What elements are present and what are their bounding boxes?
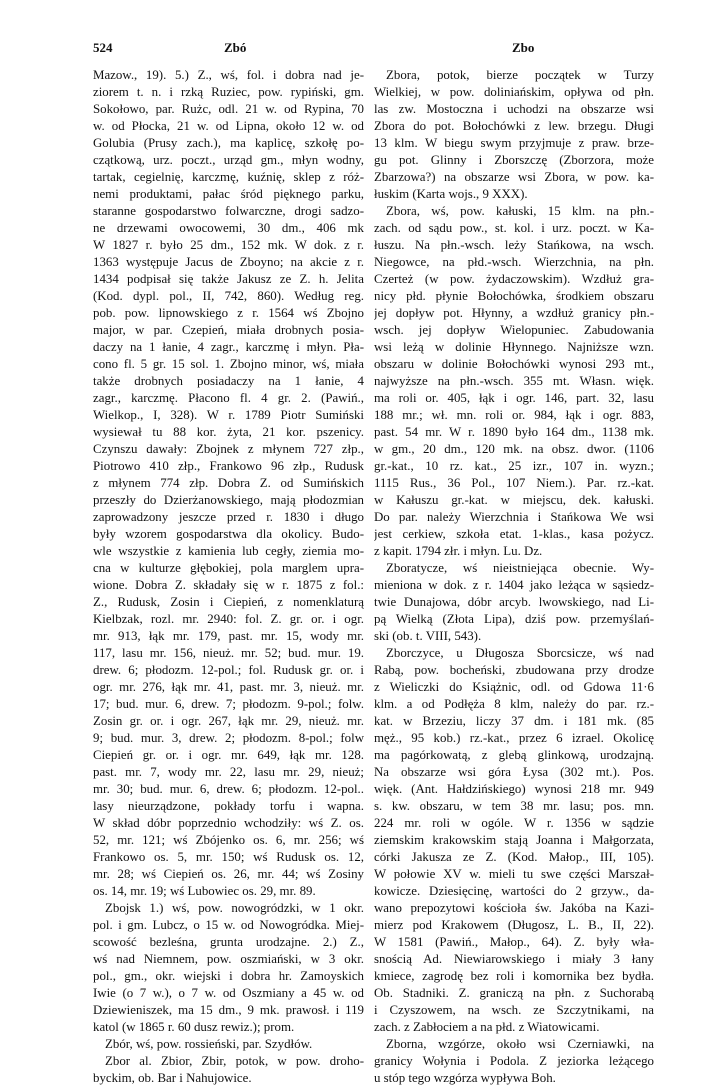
- text-line: Golubia (Prusy zach.), ma kaplicę, szkołę po-: [93, 136, 364, 150]
- text-line: Zbora, potok, bierze początek w Turzy: [386, 68, 654, 82]
- text-line: gr.-kat., 10 rz. kat., 25 izr., 107 in. wyzn.;: [374, 459, 654, 473]
- text-line: Dziewieniszek, ma 15 dm., 9 mk. prawosł. i 119: [93, 1003, 364, 1017]
- text-line: 224 mr. roli w ogóle. W r. 1356 w sądzie: [374, 816, 654, 830]
- text-line: Na obszarze wsi góra Łysa (302 mt.). Pos.: [374, 765, 654, 779]
- running-head-right: Zbo: [512, 40, 535, 55]
- right-text-column: [374, 67, 654, 1087]
- text-line: wś nad Niemnem, pow. oszmiański, w 3 okr.: [93, 952, 364, 966]
- text-line: kat. w Brzeziu, liczy 37 dm. i 181 mk. (85: [374, 714, 654, 728]
- text-line: 52, mr. 121; wś Zbójenko os. 6, mr. 256; wś: [93, 833, 364, 847]
- text-line: Sokołowo, par. Rużc, odl. 21 w. od Rypina, 70: [93, 102, 364, 116]
- text-line: 13 klm. W biegu swym przyjmuje z praw. brze-: [374, 136, 654, 150]
- text-line: Iwie (o 7 w.), o 7 w. od Oszmiany a 45 w. od: [93, 986, 364, 1000]
- text-line: pob. pow. lipnowskiego z r. 1564 wś Zbojno: [93, 306, 364, 320]
- text-line: Zbór, wś, pow. rossieński, par. Szydłów.: [105, 1037, 313, 1051]
- text-line: Niegowce, na płd.-wsch. Wierzchnia, na płn.: [374, 255, 654, 269]
- text-line: zagr., karczmę. Płacono fl. 4 gr. 2. (Pawiń.,: [93, 391, 364, 405]
- text-line: z młynem 774 złp. Dobra Z. od Sumińskich: [93, 476, 364, 490]
- text-line: Wielkop., I, 328). W r. 1789 Piotr Sumiński: [93, 408, 364, 422]
- text-line: Zbor al. Zbior, Zbir, potok, w pow. droho-: [105, 1054, 364, 1068]
- text-line: Zbojsk 1.) wś, pow. nowogródzki, w 1 okr.: [105, 901, 364, 915]
- text-line: drew. 6; płodozm. 12-pol.; fol. Rudusk gr. or. i: [93, 663, 364, 677]
- text-line: 9; bud. mur. 3, drew. 2; płodozm. 8-pol.; folw: [93, 731, 364, 745]
- text-line: pą Wielką (Złota Lipa), dziś pow. przemyślań-: [374, 612, 654, 626]
- text-line: pol. i gm. Lubcz, o 15 w. od Nowogródka. Miej-: [93, 918, 364, 932]
- text-line: 117, lasu mr. 156, nieuż. mr. 52; bud. mur. 19.: [93, 646, 364, 660]
- text-line: Piotrowo 410 złp., Frankowo 96 złp., Rudusk: [93, 459, 364, 473]
- text-line: Wielkiej, w pow. doliniańskim, opływa od płn.: [374, 85, 654, 99]
- text-line: gu pot. Glinny i Zborszczę (Zborzora, może: [374, 153, 654, 167]
- text-line: W 1827 r. było 25 dm., 152 mk. W dok. z r.: [93, 238, 364, 252]
- text-line: i Czyszowem, na wsch. ze Szczytnikami, na: [374, 1003, 654, 1017]
- text-line: granicy Wołynia i Podola. Z jeziorka leżącego: [374, 1054, 654, 1068]
- text-line: twie Dunajowa, dóbr arcyb. lwowskiego, nad Li-: [374, 595, 654, 609]
- text-line: (Kod. dypl. pol., II, 742, 860). Według reg.: [93, 289, 364, 303]
- text-line: Zosin gr. or. i ogr. 267, łąk mr. 29, nieuż. mr.: [93, 714, 364, 728]
- text-line: las zw. Mostoczna i uchodzi na obszarze wsi: [374, 102, 654, 116]
- text-line: Czerteż (w pow. żydaczowskim). Wzdłuż gra-: [374, 272, 654, 286]
- text-line: mr. 913, łąk mr. 179, past. mr. 15, wody mr.: [93, 629, 364, 643]
- text-line: mierz pod Krakowem (Długosz, L. B., II, 22).: [374, 918, 654, 932]
- page-number: 524: [93, 40, 113, 55]
- text-line: jest cerkiew, szkoła etat. 1-klas., kasa pożycz.: [374, 527, 654, 541]
- text-line: ziemskim krakowskim stają Joanna i Małgorzata,: [374, 833, 654, 847]
- text-line: Zbarzowa?) na obszarze wsi Zbora, w pow. ka-: [374, 170, 654, 184]
- text-line: ski (ob. t. VIII, 543).: [374, 629, 482, 643]
- text-line: wione. Dobra Z. składały się w r. 1875 z fol.:: [93, 578, 364, 592]
- text-line: Czynszu dawały: Zbojnek z młynem 727 złp.,: [93, 442, 364, 456]
- text-line: ziorem t. n. i rzką Ruziec, pow. rypiński, gm.: [93, 85, 364, 99]
- text-line: wsi leżą w dolinie Hłynnego. Najniższe wzn.: [374, 340, 654, 354]
- text-line: z kapit. 1794 złr. i młyn. Lu. Dz.: [374, 544, 543, 558]
- text-line: łuskim (Karta wojs., 9 XXX).: [374, 187, 528, 201]
- text-line: ogr. mr. 276, łąk mr. 41, past. mr. 3, nieuż. mr.: [93, 680, 364, 694]
- text-line: ma roli or. 405, łąk i ogr. 146, part. 32, lasu: [374, 391, 654, 405]
- text-line: pol., gm., okr. wiejski i dobra hr. Zamoyskich: [93, 969, 364, 983]
- text-line: 1115 Rus., 36 Pol., 107 Niem.). Par. rz.-kat.: [374, 476, 654, 490]
- text-line: zach. od sądu pow., st. kol. i urz. poczt. w Ka-: [374, 221, 654, 235]
- text-line: W 1581 (Pawiń., Małop., 64). Z. były wła-: [374, 935, 654, 949]
- text-line: past. mr. 7, wody mr. 22, lasu mr. 29, nieuż;: [93, 765, 364, 779]
- text-line: z Wieliczki do Książnic, odl. od Gdowa 11·6: [374, 680, 654, 694]
- text-line: męż., 95 kob.) rz.-kat., przez 6 izrael. Okolicę: [374, 731, 654, 745]
- text-line: cna w kulturze głębokiej, pola marglem upra-: [93, 561, 364, 575]
- text-line: nemi produktami, pałac śród pięknego parku,: [93, 187, 364, 201]
- text-line: past. 54 mr. W r. 1890 było 164 dm., 1138 mk.: [374, 425, 654, 439]
- text-line: kowicze. Dziesięcinę, wartości do 2 grzyw., da-: [374, 884, 654, 898]
- text-line: klm. a od Podłęża 8 klm, należy do par. rz.-: [374, 697, 654, 711]
- running-head-left: Zbó: [224, 40, 247, 55]
- text-line: mieniona w dok. z r. 1404 jako leżąca w sąsiedz-: [374, 578, 654, 592]
- text-line: Kielbzak, rozl. mr. 2940: fol. Z. gr. or. i ogr.: [93, 612, 364, 626]
- text-line: więk. (Ant. Hałdzińskiego) wynosi 218 mr. 949: [374, 782, 654, 796]
- text-line: ne drzewami owocowemi, 30 dm., 406 mk: [93, 221, 364, 235]
- text-line: tartak, cegielnię, karczmę, kuźnię, sklep z róż-: [93, 170, 364, 184]
- text-line: były wzorem gospodarstwa dla okolicy. Budo-: [93, 527, 364, 541]
- text-line: Zboratycze, wś nieistniejąca obecnie. Wy-: [386, 561, 654, 575]
- text-line: Mazow., 19). 5.) Z., wś, fol. i dobra nad je-: [93, 68, 364, 82]
- text-line: nicy płd. płynie Bołochówka, środkiem obszaru: [374, 289, 654, 303]
- text-line: u stóp tego wzgórza wypływa Boh.: [374, 1071, 556, 1085]
- text-line: mr. 30; bud. mur. 6, drew. 6; płodozm. 12-pol..: [93, 782, 364, 796]
- text-line: daczy na 1 łanie, 4 zagr., karczmę i młyn. Pła-: [93, 340, 364, 354]
- text-line: Ciepień gr. or. i ogr. mr. 649, łąk mr. 128.: [93, 748, 364, 762]
- text-line: zaprowadzony jeszcze przed r. 1830 i długo: [93, 510, 364, 524]
- text-line: Do par. należy Wierzchnia i Stańkowa We wsi: [374, 510, 654, 524]
- left-text-column: [93, 67, 364, 1087]
- text-line: Zbora, wś, pow. kałuski, 15 klm. na płn.-: [386, 204, 654, 218]
- text-line: mr. 28; wś Ciepień os. 26, mr. 44; wś Zosiny: [93, 867, 364, 881]
- text-line: s. kw. obszaru, w tem 38 mr. lasu; pos. mn.: [374, 799, 654, 813]
- text-line: 17; bud. mur. 6, drew. 7; płodozm. 9-pol.; folw.: [93, 697, 364, 711]
- text-line: obszaru w dolinie Bołochówki wynosi 293 mt.,: [374, 357, 654, 371]
- text-line: Frankowo os. 5, mr. 150; wś Rudusk os. 12,: [93, 850, 364, 864]
- text-line: Zborczyce, u Długosza Sborcsicze, wś nad: [386, 646, 654, 660]
- text-line: lasy nieurządzone, pokłady torfu i wapna.: [93, 799, 364, 813]
- text-line: major, w par. Czepień, miała drobnych posia-: [93, 323, 364, 337]
- text-line: łuszu. Na płn.-wsch. leży Stańkowa, na wsch.: [374, 238, 654, 252]
- text-line: przeszły do Dzierżanowskiego, mają płodozmian: [93, 493, 364, 507]
- text-line: 1363 występuje Jacus de Zboyno; na akcie z r.: [93, 255, 364, 269]
- text-line: Zbora do pot. Bołochówki z lew. brzegu. Długi: [374, 119, 654, 133]
- text-line: W skład dóbr poprzednio wchodziły: wś Z. os.: [93, 816, 364, 830]
- text-line: wano prepozytowi kościoła św. Jakóba na Kazi-: [374, 901, 654, 915]
- text-line: Rabą, pow. bocheński, zbudowana przy drodze: [374, 663, 654, 677]
- text-line: 188 mr.; wł. mn. roli or. 984, łąk i ogr. 883,: [374, 408, 654, 422]
- text-line: wle wszystkie z kamienia lub cegły, ziemia mo-: [93, 544, 364, 558]
- text-line: jej dopływ pot. Hłynny, a wzdłuż granicy płn.-: [374, 306, 654, 320]
- text-line: os. 14, mr. 19; wś Lubowiec os. 29, mr. 89.: [93, 884, 316, 898]
- text-line: snością Ad. Niewiarowskiego i miały 3 łany: [374, 952, 654, 966]
- text-line: byckim, ob. Bar i Nahujowice.: [93, 1071, 252, 1085]
- text-line: w Kałuszu gr.-kat. w miejscu, dek. kałuski.: [374, 493, 654, 507]
- text-line: ma pagórkowatą, z glebą glinkową, urodzajną.: [374, 748, 654, 762]
- text-line: w gm., 20 dm., 120 mk. na obsz. dwor. (1106: [374, 442, 654, 456]
- text-line: córki Jakusza ze Z. (Kod. Małop., III, 105).: [374, 850, 654, 864]
- text-line: W połowie XV w. mieli tu swe części Marszał-: [374, 867, 654, 881]
- text-line: Ob. Stadniki. Z. graniczą na płn. z Suchorabą: [374, 986, 654, 1000]
- text-line: 1434 podpisał się także Jakusz ze Z. h. Jelita: [93, 272, 364, 286]
- text-line: scowość bezleśna, grunta urodzajne. 2.) Z.,: [93, 935, 364, 949]
- text-line: najwyższe na płn.-wsch. 355 mt. Własn. więk.: [374, 374, 654, 388]
- text-line: Z., Rudusk, Zosin i Ciepień, z nomenklaturą: [93, 595, 364, 609]
- text-line: w. od Płocka, 21 w. od Lipna, około 12 w. od: [93, 119, 364, 133]
- text-line: cono fl. 5 gr. 15 sol. 1. Zbojno minor, wś, miała: [93, 357, 364, 371]
- text-line: czątkową, urz. poczt., urząd gm., młyn wodny,: [93, 153, 364, 167]
- text-line: wysiewał tu 88 kor. żyta, 21 kor. pszenicy.: [93, 425, 364, 439]
- text-line: także drobnych posiadaczy na 1 łanie, 4: [93, 374, 364, 388]
- text-line: staranne gospodarstwo folwarczne, drogi sadzo-: [93, 204, 364, 218]
- text-line: wsch. jej dopływ Wielopuniec. Zabudowania: [374, 323, 654, 337]
- text-line: zach. z Zabłociem a na płd. z Wiatowicami.: [374, 1020, 600, 1034]
- text-line: kmiece, zagrodę bez roli i komornika bez bydła.: [374, 969, 654, 983]
- text-line: katol (w 1865 r. 60 dusz rewiz.); prom.: [93, 1020, 295, 1034]
- text-line: Zborna, wzgórze, około wsi Czerniawki, na: [386, 1037, 654, 1051]
